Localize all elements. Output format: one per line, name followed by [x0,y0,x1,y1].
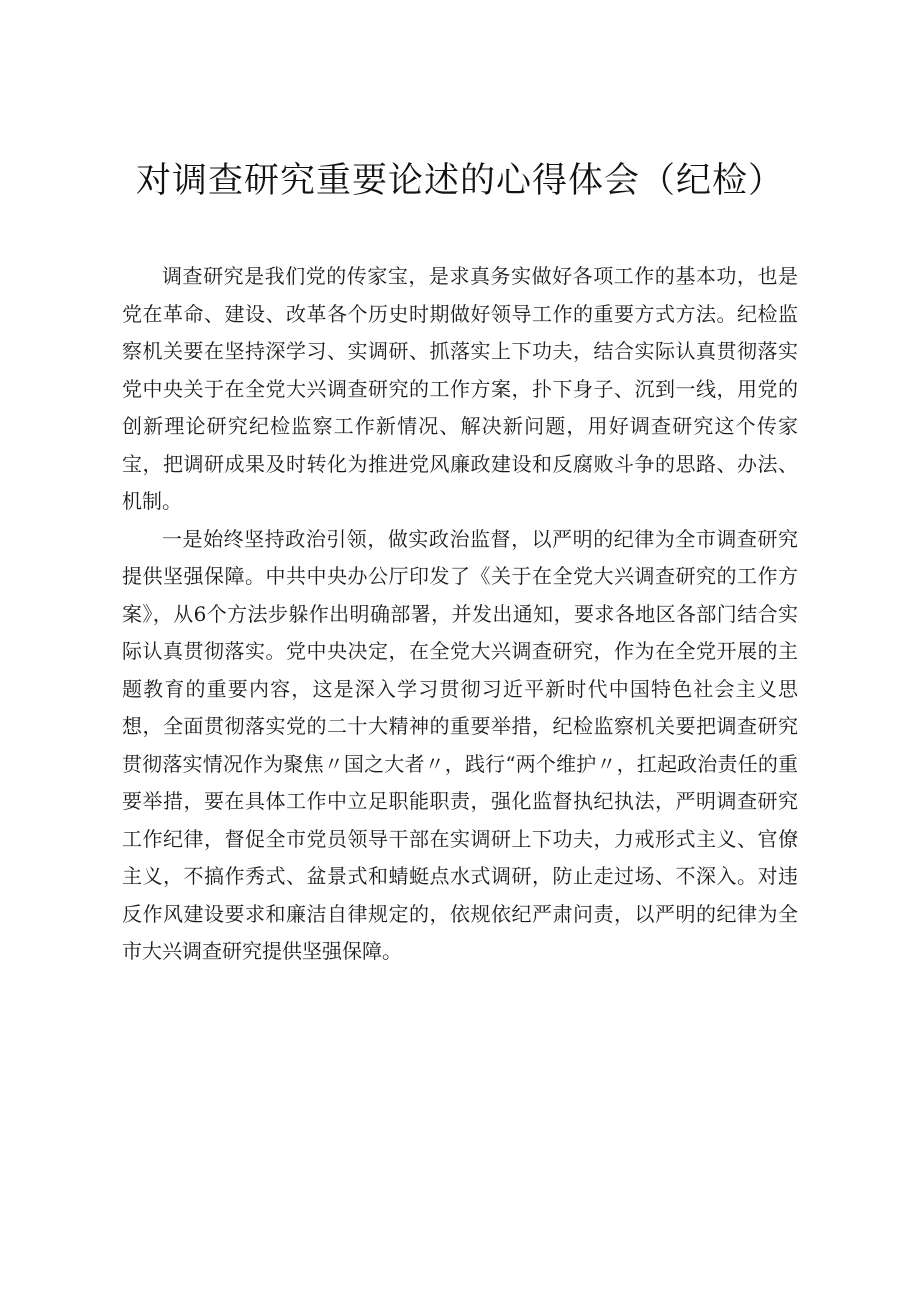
paragraph-point-one: 一是始终坚持政治引领，做实政治监督，以严明的纪律为全市调查研究提供坚强保障。中共中央办公厅印发了《关于在全党大兴调查研究的工作方案》，从6个方法步躲作出明确部署，并发出通知，要求各地区各部门结合实际认真贯彻落实。党中央决定，在全党大兴调查研究，作为在全党开展的主题教育的重要内容，这是深入学习贯彻习近平新时代中国特色社会主义思想，全面贯彻落实党的二十大精神的重要举措，纪检监察机关要把调查研究贯彻落实情况作为聚焦〃国之大者〃，践行“两个维护〃，扛起政治责任的重要举措，要在具体工作中立足职能职责，强化监督执纪执法，严明调查研究工作纪律，督促全市党员领导干部在实调研上下功夫，力戒形式主义、官僚主义，不搞作秀式、盆景式和蜻蜓点水式调研，防止走过场、不深入。对违反作风建设要求和廉洁自律规定的，依规依纪严肃问责，以严明的纪律为全市大兴调查研究提供坚强保障。 [122,526,798,963]
paragraph-intro: 调查研究是我们党的传家宝，是求真务实做好各项工作的基本功，也是党在革命、建设、改革各个历史时期做好领导工作的重要方式方法。纪检监察机关要在坚持深学习、实调研、抓落实上下功夫，结合实际认真贯彻落实党中央关于在全党大兴调查研究的工作方案，扑下身子、沉到一线，用党的创新理论研究纪检监察工作新情况、解决新问题，用好调查研究这个传家宝，把调研成果及时转化为推进党风廉政建设和反腐败斗争的思路、办法、机制。 [122,264,798,513]
document-title: 对调查研究重要论述的心得体会（纪检） [135,161,784,201]
document-body [122,258,798,971]
